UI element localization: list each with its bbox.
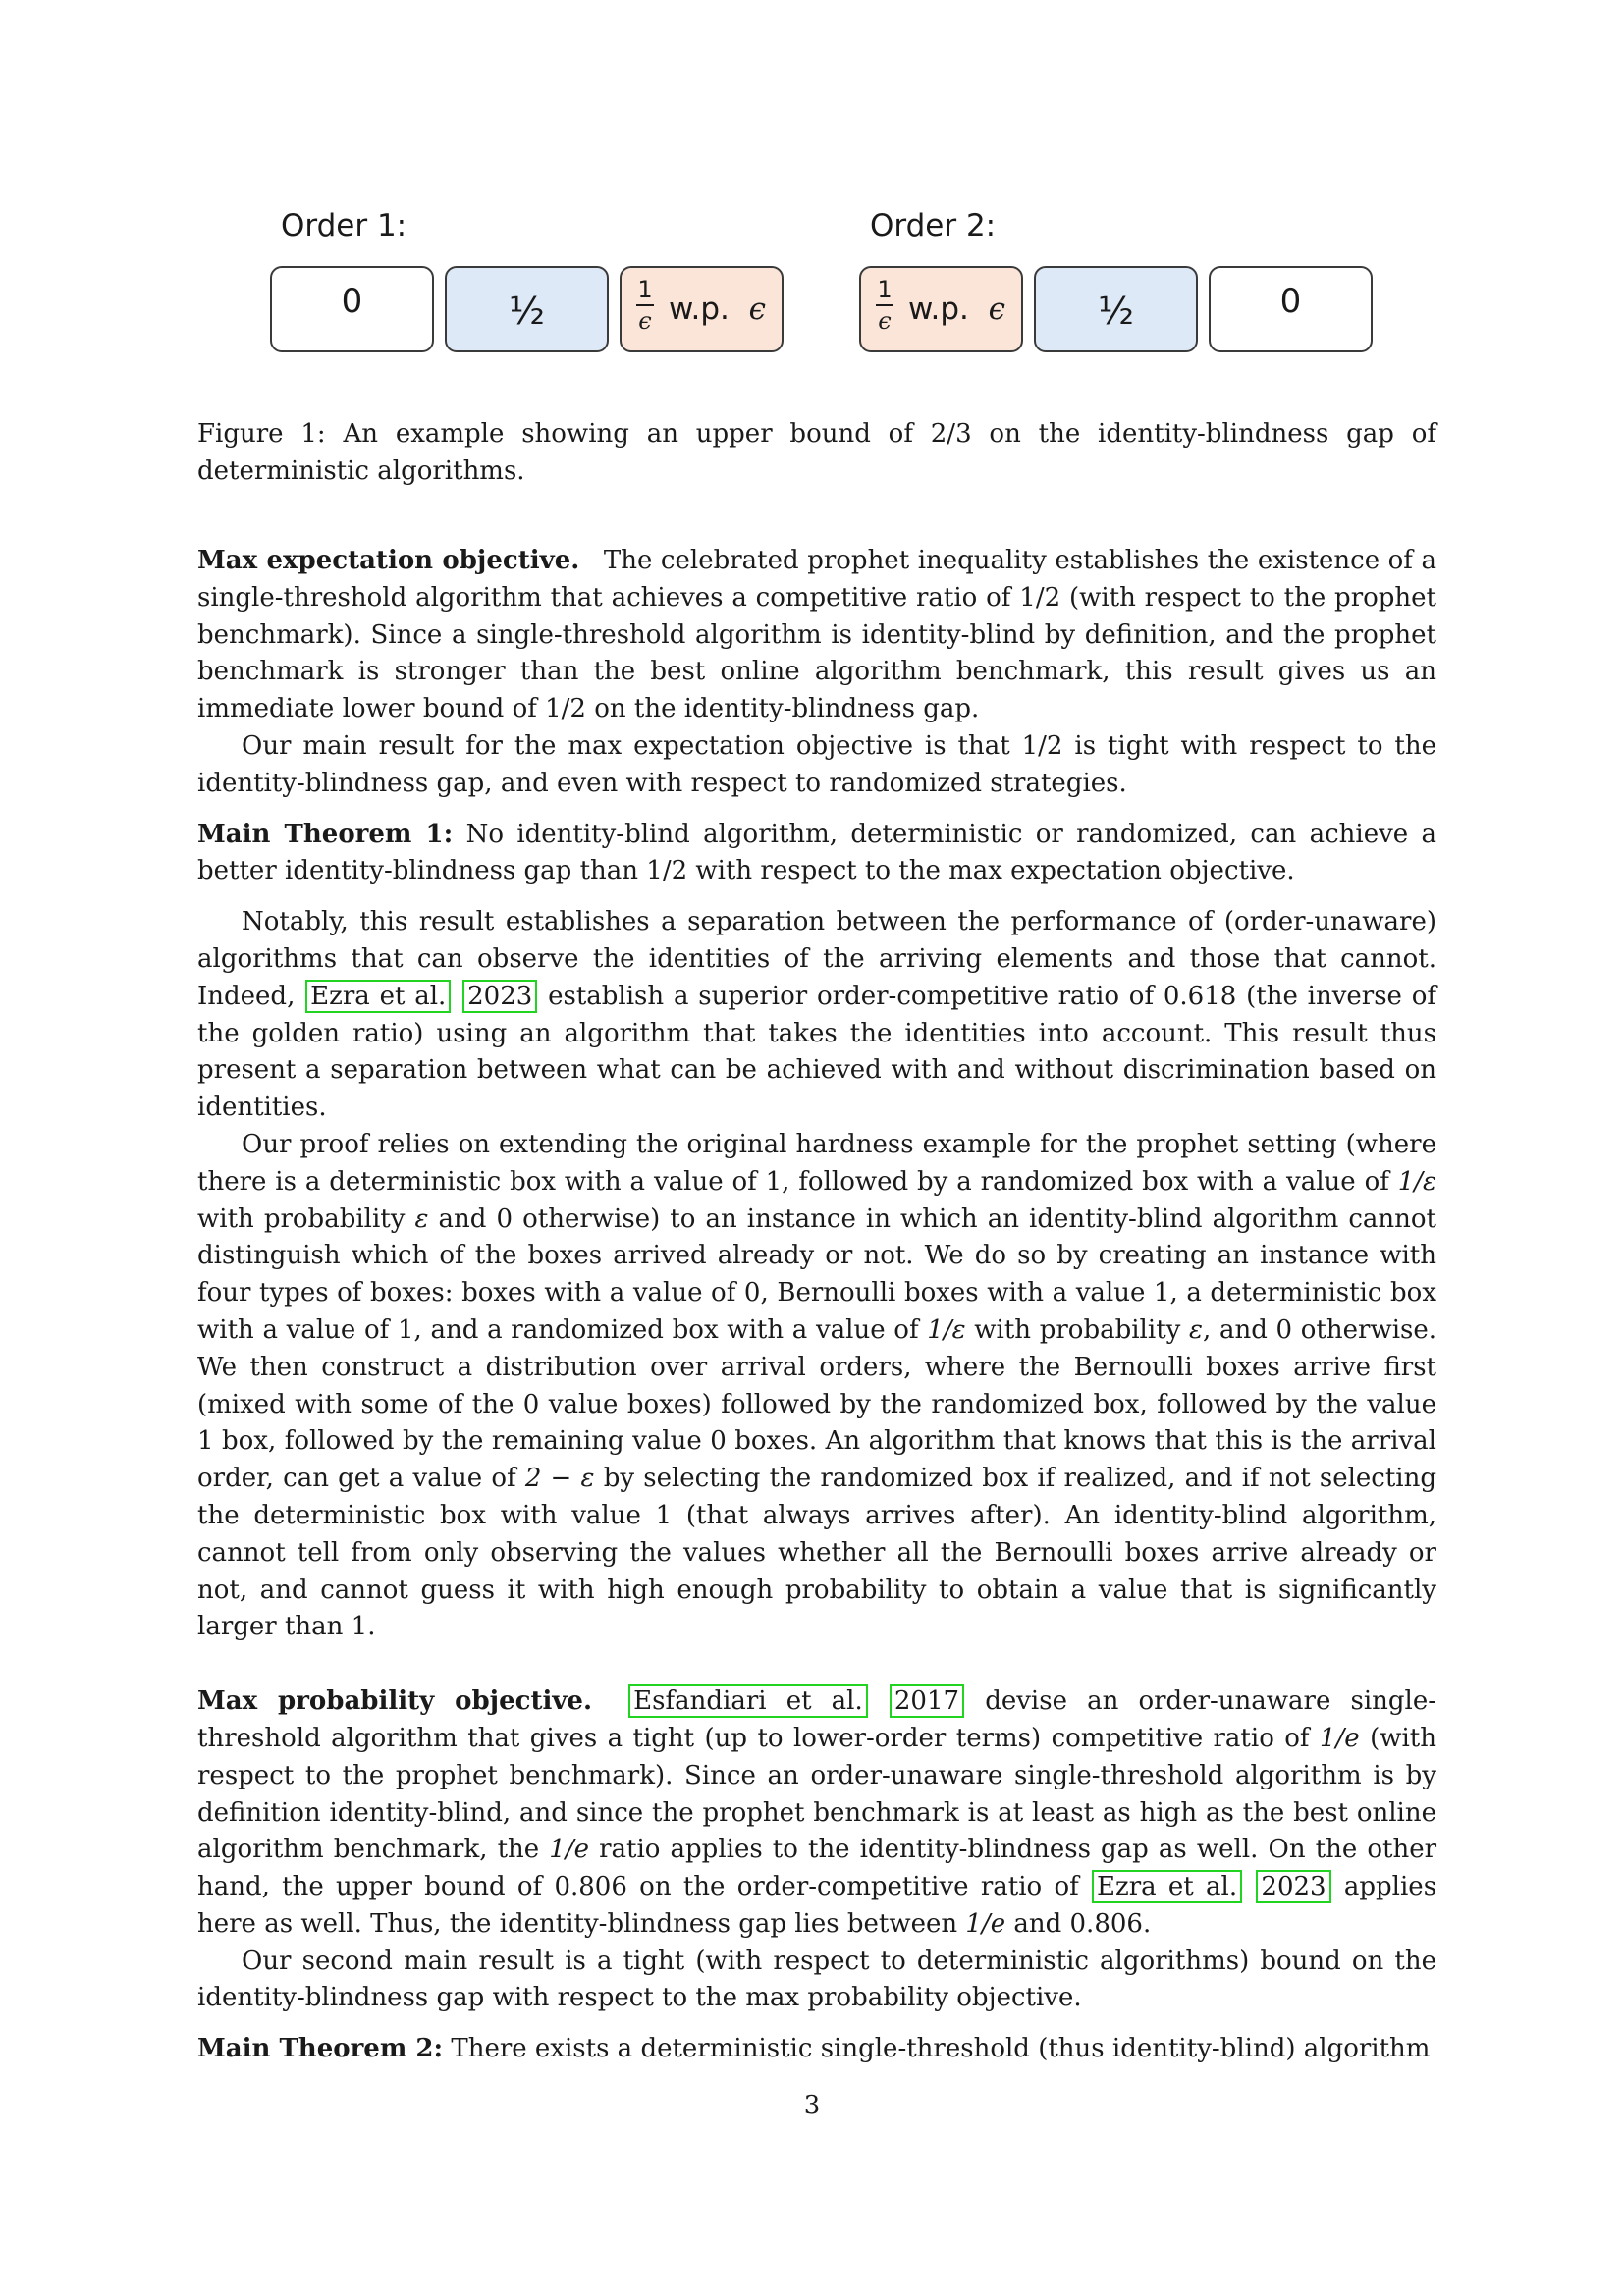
with-probability-label xyxy=(669,292,766,327)
order2-box-half xyxy=(1034,266,1198,352)
text: (with respect to the prophet benchmark). Since an order-unaware single-threshold algorithm is by definition identity-blind, and since the prophet benchmark is at least as high as the best online algorithm benchmark, the xyxy=(197,1723,1437,1865)
text: by selecting the randomized box if realized, and if not selecting the deterministic box with value 1 (that always arrives after). An identity-blind algorithm, cannot tell from only observing the values whether all the Bernoulli boxes arrive already or not, and cannot guess it with high enough probability to obtain a value that is significantly larger than 1. xyxy=(197,1464,1437,1642)
paragraph-notably xyxy=(197,904,1436,1127)
page-number: 3 xyxy=(803,2091,821,2120)
fraction-one-over-epsilon xyxy=(635,278,655,333)
body-text xyxy=(197,543,1436,2068)
epsilon: ϵ xyxy=(748,292,766,327)
wp-text: w.p. xyxy=(908,292,969,327)
order2-box-zero xyxy=(1209,266,1373,352)
text: devise an order-unaware single-threshold algorithm that gives a tight (up to lower-order terms) competitive ratio of xyxy=(197,1686,1437,1753)
math: 1/ε xyxy=(1397,1166,1436,1197)
text: with probability xyxy=(197,1203,406,1234)
wp-text: w.p. xyxy=(669,292,730,327)
citation-link[interactable]: Esfandiari et al. xyxy=(628,1684,868,1718)
with-probability-label xyxy=(908,292,1005,327)
box-value: ½ xyxy=(509,290,545,333)
paragraph-second-result: Our second main result is a tight (with respect to deterministic algorithms) bound on the identity-blindness gap with respect to the max probability objective. xyxy=(197,1946,1436,2013)
math: 1/ε xyxy=(927,1314,966,1345)
theorem-1-text: No identity-blind algorithm, deterministic or randomized, can achieve a better identity-blindness gap than 1/2 with respect to the max expectation objective. xyxy=(197,819,1436,886)
text: Notably, this result establishes a separation between the performance of (order-unaware) algorithms that can observe the identities of the arriving elements and those that cannot. Indeed, xyxy=(197,907,1436,1011)
citation-link[interactable]: Ezra et al. xyxy=(1092,1870,1242,1903)
math: ε xyxy=(414,1203,429,1234)
theorem-2-label: Main Theorem 2: xyxy=(197,2034,444,2064)
order1-box-zero xyxy=(270,266,434,352)
math: 2 − ε xyxy=(524,1464,595,1494)
order1-box-half xyxy=(445,266,609,352)
fraction-numerator: 1 xyxy=(877,276,893,303)
box-value: 0 xyxy=(1279,282,1302,321)
fraction-denominator: ϵ xyxy=(638,307,652,335)
paragraph-proof xyxy=(197,1127,1436,1646)
main-theorem-1 xyxy=(197,817,1436,891)
text: and 0.806. xyxy=(1013,1908,1152,1939)
box-value: ½ xyxy=(1098,290,1134,333)
paragraph-main-result: Our main result for the max expectation objective is that 1/2 is tight with respect to the identity-blindness gap, and even with respect to randomized strategies. xyxy=(197,730,1436,798)
text: with probability xyxy=(974,1314,1181,1345)
text: applies here as well. Thus, the identity-blindness gap lies between xyxy=(197,1872,1437,1939)
box-value: 0 xyxy=(341,282,363,321)
heading-max-expectation: Max expectation objective. xyxy=(197,546,580,575)
figure-1 xyxy=(265,204,1384,361)
theorem-1-label: Main Theorem 1: xyxy=(197,819,454,849)
main-theorem-2 xyxy=(197,2031,1436,2068)
math: 1/e xyxy=(965,1908,1006,1939)
fraction-one-over-epsilon xyxy=(875,278,894,333)
epsilon: ϵ xyxy=(988,292,1005,327)
text: ratio applies to the identity-blindness gap as well. On the other hand, the upper bound of 0.806 on the order-competitive ratio of xyxy=(197,1835,1437,1902)
text: Our proof relies on extending the original hardness example for the prophet setting (where there is a deterministic box with a value of 1, followed by a randomized box with a value of xyxy=(197,1129,1436,1197)
text: establish a superior order-competitive ratio of 0.618 (the inverse of the golden ratio) using an algorithm that takes the identities into account. This result thus present a separation between what can be achieved with and without discrimination based on identities. xyxy=(197,981,1437,1123)
citation-year-link[interactable]: 2017 xyxy=(890,1684,964,1718)
figure-caption: Figure 1: An example showing an upper bound of 2/3 on the identity-blindness gap of deterministic algorithms. xyxy=(197,419,1436,486)
citation-year-link[interactable]: 2023 xyxy=(1256,1870,1330,1903)
theorem-2-text: There exists a deterministic single-threshold (thus identity-blind) algorithm xyxy=(451,2034,1431,2064)
fraction-denominator: ϵ xyxy=(878,307,892,335)
order1-box-random xyxy=(620,266,784,352)
text: and 0 otherwise) to an instance in which an identity-blind algorithm cannot distinguish which of the boxes arrived already or not. We do so by creating an instance with four types of boxes: boxes with a value of 0, Bernoulli boxes with a value 1, a deterministic box with a value of 1, and a randomized box with a value of xyxy=(197,1203,1437,1345)
paragraph-max-expectation xyxy=(197,543,1436,728)
math: ε xyxy=(1189,1314,1203,1345)
order2-box-random xyxy=(859,266,1023,352)
fraction-numerator: 1 xyxy=(637,276,653,303)
citation-year-link[interactable]: 2023 xyxy=(462,980,537,1013)
heading-max-probability: Max probability objective. xyxy=(197,1686,593,1717)
math: 1/e xyxy=(549,1835,589,1865)
text: , and 0 otherwise. We then construct a distribution over arrival orders, where the Bernoulli boxes arrive first (mixed with some of the 0 value boxes) followed by the randomized box, followed by the value 1 box, followed by the remaining value 0 boxes. An algorithm that knows that this is the arrival order, can get a value of xyxy=(197,1314,1437,1494)
paragraph-max-probability xyxy=(197,1683,1436,1944)
math: 1/e xyxy=(1319,1723,1360,1753)
citation-link[interactable]: Ezra et al. xyxy=(305,980,451,1013)
order-1-label: Order 1: xyxy=(281,208,407,243)
text: The celebrated prophet inequality establishes the existence of a single-threshold algorithm that achieves a competitive ratio of 1/2 (with respect to the prophet benchmark). Since a single-threshold algorithm is identity-blind by definition, and the prophet benchmark is stronger than the best online algorithm benchmark, this result gives us an immediate lower bound of 1/2 on the identity-blindness gap. xyxy=(197,546,1436,724)
order-2-label: Order 2: xyxy=(870,208,997,243)
